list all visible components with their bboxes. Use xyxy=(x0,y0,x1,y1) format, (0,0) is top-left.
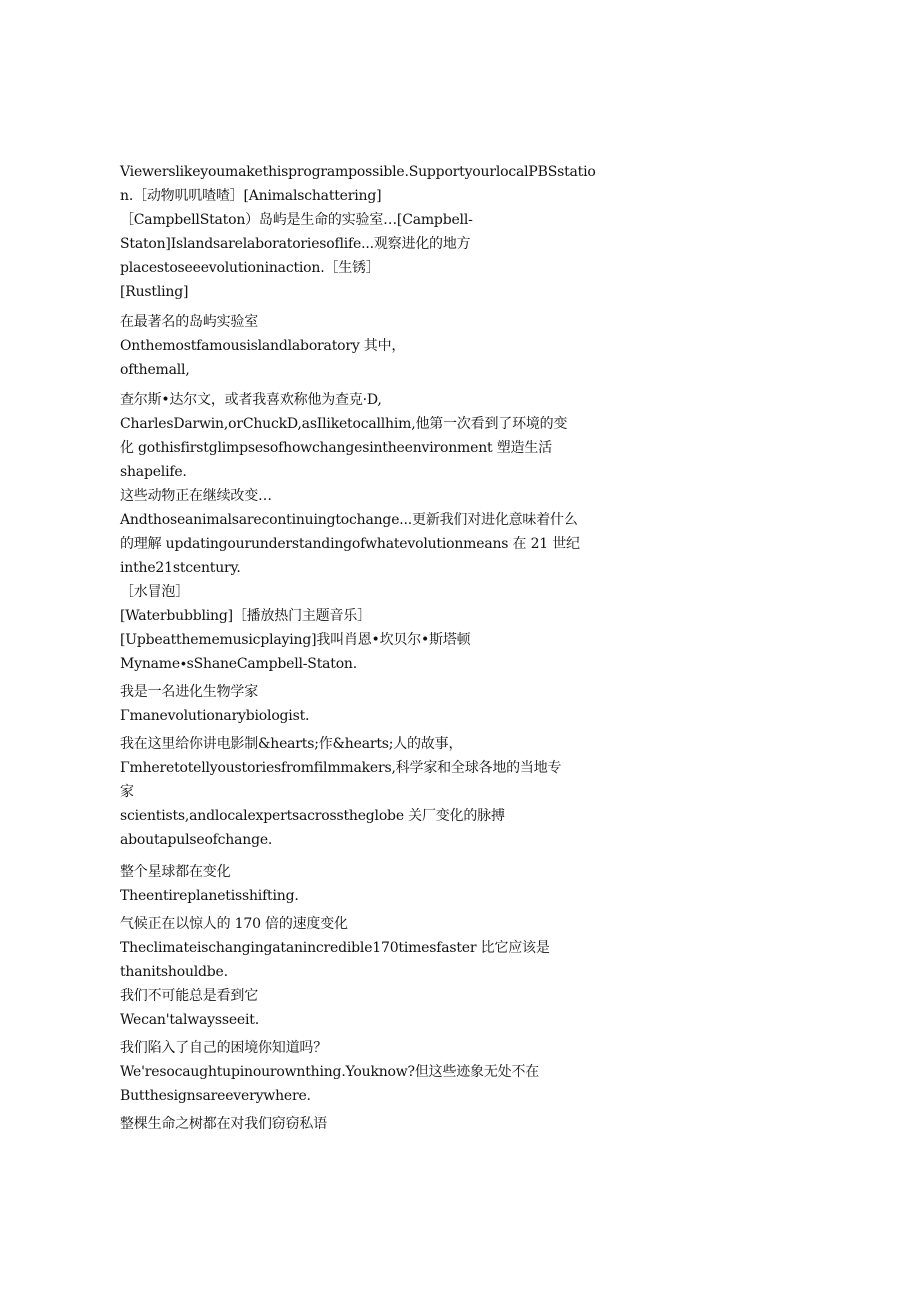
text-line: ［CampbellStaton）岛屿是生命的实验室…[Campbell- xyxy=(120,212,473,228)
text-line: 在最著名的岛屿实验室 xyxy=(120,314,258,330)
text-line: scientists,andlocalexpertsacrosstheglobe 关厂变化的脉搏 xyxy=(120,808,505,824)
text-line: Butthesignsareeverywhere. xyxy=(120,1088,311,1104)
text-line: 我是一名进化生物学家 xyxy=(120,684,258,700)
text-line: Theentireplanetisshifting. xyxy=(120,888,299,904)
text-line: n.［动物叽叽喳喳］[Animalschattering] xyxy=(120,188,382,204)
text-line: Viewerslikeyoumakethisprogrampossible.SupportyourlocalPBSstatio xyxy=(120,164,596,180)
text-line: thanitshouldbe. xyxy=(120,964,228,980)
text-line: Onthemostfamousislandlaboratory 其中， xyxy=(120,338,406,354)
text-line: CharlesDarwin,orChuckD,asIliketocallhim,他第一次看到了环境的变 xyxy=(120,416,568,432)
text-line: Γmanevolutionarybiologist. xyxy=(120,708,310,724)
transcript-body xyxy=(120,160,596,1136)
text-line: [Waterbubbling]［播放热门主题音乐］ xyxy=(120,608,371,624)
text-line: placestoseeevolutioninaction.［生锈］ xyxy=(120,260,380,276)
text-line: 的理解 updatingourunderstandingofwhatevolutionmeans 在 21 世纪 xyxy=(120,536,580,552)
text-line: [Rustling] xyxy=(120,284,189,300)
text-line: Theclimateischangingatanincredible170timesfaster 比它应该是 xyxy=(120,940,550,956)
text-line: Staton]Islandsarelaboratoriesoflife...观察进化的地方 xyxy=(120,236,471,252)
text-line: Wecan'talwaysseeit. xyxy=(120,1012,259,1028)
text-line: 整个星球都在变化 xyxy=(120,864,231,880)
text-line: Γmheretotellyoustoriesfromfilmmakers,科学家和全球各地的当地专 xyxy=(120,760,562,776)
text-line: ofthemall, xyxy=(120,362,190,378)
text-line: inthe21stcentury. xyxy=(120,560,241,576)
text-line: 我在这里给你讲电影制&hearts;作&hearts;人的故事， xyxy=(120,736,463,752)
text-line: shapelife. xyxy=(120,464,187,480)
text-line: aboutapulseofchange. xyxy=(120,832,273,848)
text-line: 化 gothisfirstglimpsesofhowchangesintheenvironment 塑造生活 xyxy=(120,440,552,456)
text-line: 这些动物正在继续改变… xyxy=(120,488,272,504)
text-line: 我们不可能总是看到它 xyxy=(120,988,258,1004)
text-line: Myname∙sShaneCampbell-Staton. xyxy=(120,656,357,672)
text-line: 查尔斯•达尔文，或者我喜欢称他为查克·D, xyxy=(120,392,382,408)
text-line: [Upbeatthememusicplaying]我叫肖恩•坎贝尔•斯塔顿 xyxy=(120,632,471,648)
text-line: 我们陷入了自己的困境你知道吗？ xyxy=(120,1040,327,1056)
text-line: We'resocaughtupinourownthing.Youknow?但这些迹象无处不在 xyxy=(120,1064,540,1080)
text-line: 气候正在以惊人的 170 倍的速度变化 xyxy=(120,916,348,932)
text-line: Andthoseanimalsarecontinuingtochange...更新我们对进化意味着什么 xyxy=(120,512,578,528)
text-line: ［水冒泡］ xyxy=(120,584,189,600)
text-line: 家 xyxy=(120,784,134,800)
text-line: 整棵生命之树都在对我们窃窃私语 xyxy=(120,1116,327,1132)
